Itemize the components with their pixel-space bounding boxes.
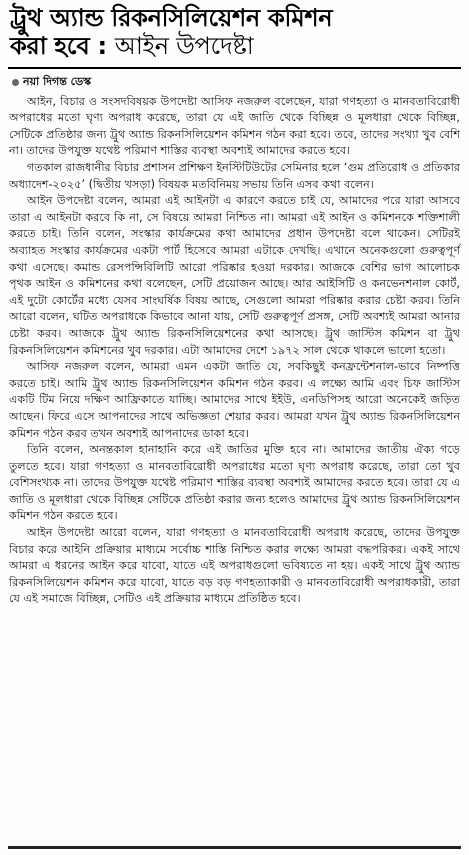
bottom-divider bbox=[8, 846, 461, 849]
headline-line-1: ট্রুথ অ্যান্ড রিকনসিলিয়েশন কমিশন bbox=[10, 4, 333, 32]
headline-main: করা হবে bbox=[10, 32, 90, 61]
headline-separator: : bbox=[89, 32, 115, 61]
headline-source: আইন উপদেষ্টা bbox=[114, 32, 254, 61]
article-paragraph: তিনি বলেন, অনন্তকাল হানাহানি করে এই জাতির মুক্তি হবে না। আমাদের জাতীয় ঐক্য গড়ে তুলতে হবে। যারা গণহত্যা ও মানবতাবিরোধী অপরাধের মতো ঘৃণ্য অপরাধ করেছে, তারা তো খুব বেশিসংখ্যক না। তাদের উপযুক্ত যথেষ্ট পরিমাণ শাস্তির ব্যবস্থা অবশ্যই আমাদের করতে হবে। তারা যে এ জাতি ও মূলধারা থেকে বিচ্ছিন্ন সেটিকে প্রতিষ্ঠা করার জন্য হলেও আমাদের ট্রুথ অ্যান্ড রিকনসিলিয়েশন কমিশন গঠন করতে হবে। bbox=[9, 443, 460, 523]
article-body bbox=[9, 94, 460, 608]
article-paragraph: গতকাল রাজধানীর বিচার প্রশাসন প্রশিক্ষণ ইনস্টিটিউটের সেমিনার হলে ‘গুম প্রতিরোধ ও প্রতিকার অধ্যাদেশ-২০২৫’ (দ্বিতীয় খসড়া) বিষয়ক মতবিনিময় সভায় তিনি এসব কথা বলেন। bbox=[9, 161, 460, 191]
byline bbox=[12, 73, 459, 92]
byline-text: নয়া দিগন্ত ডেস্ক bbox=[23, 74, 92, 88]
headline bbox=[10, 4, 459, 61]
headline-line-2 bbox=[10, 32, 459, 60]
article-paragraph: আসিফ নজরুল বলেন, আমরা এমন একটা জাতি যে, সবকিছুই কনফ্রন্টেশনাল-ভাবে নিষ্পত্তি করতে চাই। আমি ট্রুথ অ্যান্ড রিকনসিলিয়েশন কমিশন গঠন করব। এ লক্ষ্যে আমি এবং চিফ জাস্টিস একটি টিম নিয়ে দক্ষিণ আফ্রিকাতে যাচ্ছি। আমাদের সাথে ইইউ, এনডিপিসহ আরো অনেকেই জড়িত আছেন। ফিরে এসে আপনাদের সাথে অভিজ্ঞতা শেয়ার করব। আমরা যখন ট্রুথ অ্যান্ড রিকনসিলিয়েশন কমিশন গঠন করব তখন অবশ্যই আপনাদের ডাকা হবে। bbox=[9, 360, 460, 440]
article-paragraph: আইন উপদেষ্টা বলেন, আমরা এই আইনটা এ কারণে করতে চাই যে, আমাদের পরে যারা আসবে তারা এ আইনটা করবে কি না, সে বিষয়ে আমরা নিশ্চিত না। আমরা এই আইন ও কমিশনকে শক্তিশালী করতে চাই। তিনি বলেন, সংস্কার কার্যক্রমের কথা আমাদের প্রধান উপদেষ্টা বলে থাকেন। সেটিরই অব্যাহত সংস্কার কার্যক্রমের একটা পার্ট হিসেবে আমরা এটাকে দেখছি। এখানে অনেকগুলো গুরুত্বপূর্ণ কথা এসেছে। কমান্ড রেসপন্সিবিলিটি আরো পরিষ্কার হওয়া দরকার। আজকে বেশির ভাগ আলোচক পৃথক আইন ও কমিশনের কথা বলেছেন, সেটি প্রয়োজন আছে। আর আইসিটি ও কনভেনশনাল কোর্ট, এই দুটো কোর্টের মধ্যে যেসব সাংঘর্ষিক বিষয় আছে, সেগুলো আমরা পরিষ্কার করার চেষ্টা করব। তিনি আরো বলেন, ঘটিত অপরাধকে কিভাবে আনা যায়, সেটি গুরুত্বপূর্ণ প্রসঙ্গ, সেটি অবশ্যই আমরা আনার চেষ্টা করব। আজকে ট্রুথ অ্যান্ড রিকনসিলিয়েশনের কথা আসছে। ট্রুথ জাস্টিস কমিশন বা ট্রুথ রিকনসিলিয়েশন কমিশনের খুব দরকার। এটা আমাদের দেশে ১৯৭২ সাল থেকে থাকলে ভালো হতো। bbox=[9, 194, 460, 357]
article-paragraph: আইন, বিচার ও সংসদবিষয়ক উপদেষ্টা আসিফ নজরুল বলেছেন, যারা গণহত্যা ও মানবতাবিরোধী অপরাধের মতো ঘৃণ্য অপরাধ করেছে, তারা যে এই জাতি থেকে বিচ্ছিন্ন ও মূলধারা থেকে বিচ্ছিন্ন, সেটিকে প্রতিষ্ঠার জন্য ট্রুথ অ্যান্ড রিকনসিলিয়েশন কমিশন গঠন করা হবে। তবে, তাদের সংখ্যা খুব বেশি না। তাদের উপযুক্ত যথেষ্ট পরিমাণ শাস্তির ব্যবস্থা অবশ্যই আমাদের করতে হবে। bbox=[9, 94, 460, 158]
bullet-icon bbox=[12, 79, 19, 86]
article-paragraph: আইন উপদেষ্টা আরো বলেন, যারা গণহত্যা ও মানবতাবিরোধী অপরাধ করেছে, তাদের উপযুক্ত বিচার করে আইনি প্রক্রিয়ার মাধ্যমে সর্বোচ্চ শাস্তি নিশ্চিত করার লক্ষ্যে আমরা বদ্ধপরিকর। একই সাথে আমরা এ ধরনের আইন করে যাবো, যাতে এই অপরাধগুলো ভবিষ্যতে না হয়। একই সাথে ট্রুথ অ্যান্ড রিকনসিলিয়েশন কমিশন করে যাবো, যাতে বড় বড় গণহত্যাকারী ও মানবতাবিরোধী অপরাধকারী, তারা যে এই সমাজে বিচ্ছিন্ন, সেটিও এই প্রক্রিয়ার মাধ্যমে প্রতিষ্ঠিত হবে। bbox=[9, 526, 460, 606]
headline-divider bbox=[8, 67, 461, 69]
